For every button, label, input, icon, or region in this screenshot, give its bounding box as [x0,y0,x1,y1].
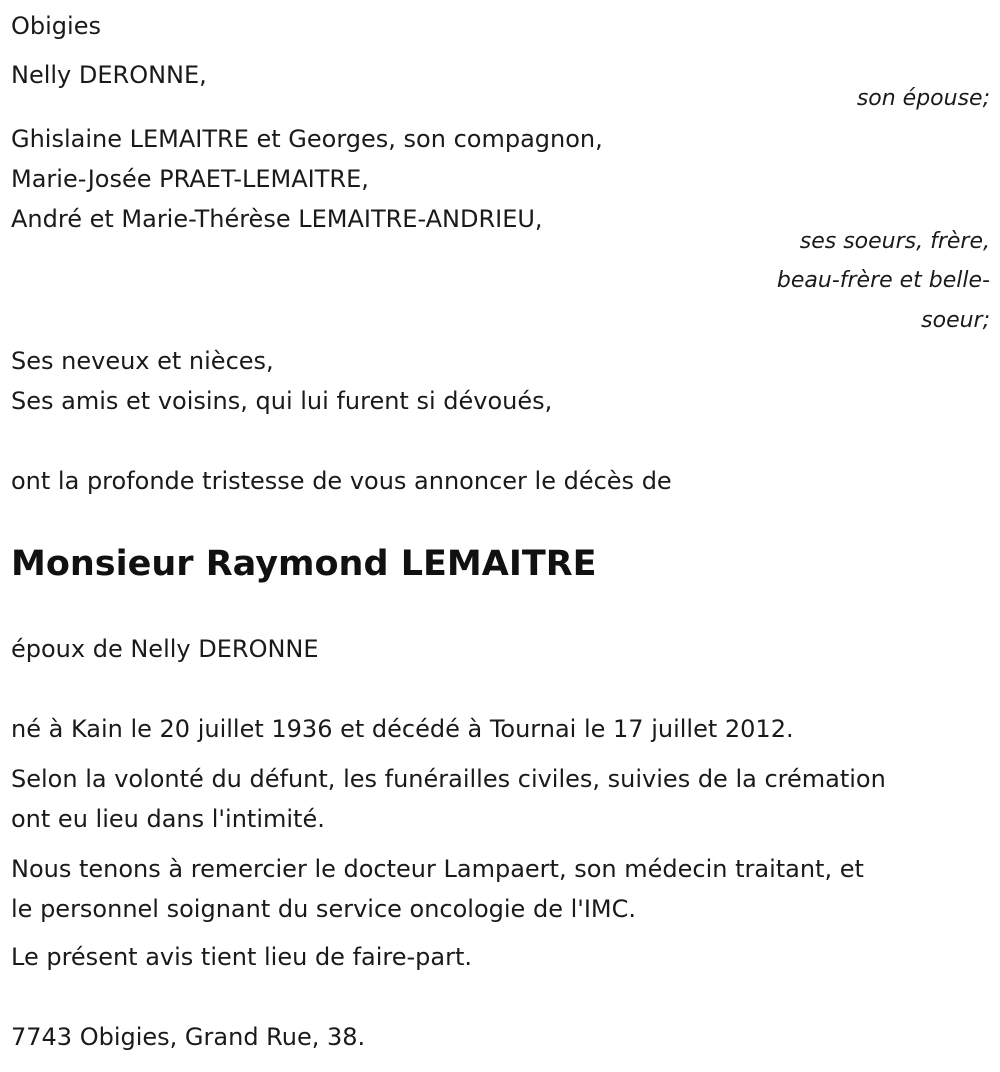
deceased-name: Monsieur Raymond LEMAITRE [11,544,597,584]
siblings-role-line-3: soeur; [921,308,990,333]
spouse-role: son épouse; [856,86,990,111]
birth-death-text: né à Kain le 20 juillet 1936 et décédé à Tournai le 17 juillet 2012. [11,715,794,743]
sibling-line-3: André et Marie-Thérèse LEMAITRE-ANDRIEU, [11,205,543,233]
thanks-line-2: le personnel soignant du service oncologie de l'IMC. [11,895,637,923]
friends-line: Ses amis et voisins, qui lui furent si dévoués, [11,387,553,415]
siblings-role-line-1: ses soeurs, frère, [799,229,990,254]
address-text: 7743 Obigies, Grand Rue, 38. [11,1023,366,1051]
sibling-line-1: Ghislaine LEMAITRE et Georges, son compagnon, [11,125,603,153]
funeral-line-2: ont eu lieu dans l'intimité. [11,805,325,833]
place-line: Obigies [11,12,101,40]
relatives-line: Ses neveux et nièces, [11,347,274,375]
funeral-line-1: Selon la volonté du défunt, les funérailles civiles, suivies de la crémation [11,765,886,793]
relation-text: époux de Nelly DERONNE [11,635,319,663]
spouse-name: Nelly DERONNE, [11,61,207,89]
siblings-role-line-2: beau-frère et belle- [776,268,990,293]
notice-text: Le présent avis tient lieu de faire-part. [11,943,473,971]
thanks-line-1: Nous tenons à remercier le docteur Lampaert, son médecin traitant, et [11,855,864,883]
sibling-line-2: Marie-Josée PRAET-LEMAITRE, [11,165,369,193]
announcement-text: ont la profonde tristesse de vous annoncer le décès de [11,467,672,495]
